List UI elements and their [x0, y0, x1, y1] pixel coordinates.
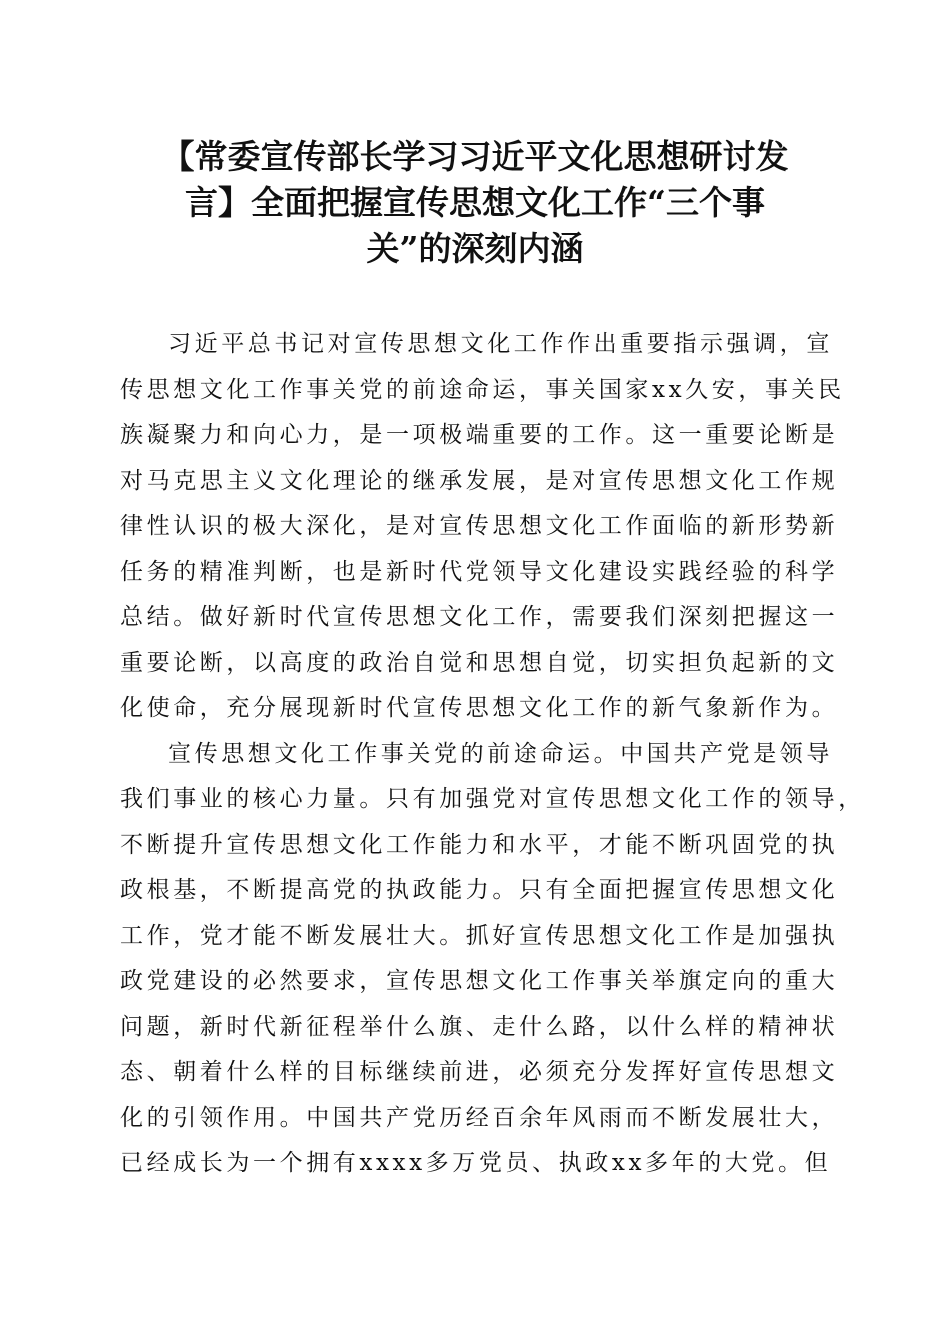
title-line: 关”的深刻内涵 — [366, 229, 584, 268]
body-line: 已经成长为一个拥有xxxx多万党员、执政xx多年的大党。但 — [120, 1150, 832, 1176]
body-line: 不断提升宣传思想文化工作能力和水平，才能不断巩固党的执 — [120, 831, 839, 858]
body-line: 我们事业的核心力量。只有加强党对宣传思想文化工作的领导， — [120, 786, 865, 812]
body-line: 传思想文化工作事关党的前途命运，事关国家xx久安，事关民 — [120, 376, 845, 403]
body-line: 政根基，不断提高党的执政能力。只有全面把握宣传思想文化 — [120, 877, 839, 903]
body-line: 宣传思想文化工作事关党的前途命运。中国共产党是领导 — [168, 740, 833, 767]
paragraph-1 — [120, 322, 845, 732]
body-line: 问题，新时代新征程举什么旗、走什么路，以什么样的精神状 — [120, 1013, 839, 1040]
body-line: 对马克思主义文化理论的继承发展，是对宣传思想文化工作规 — [120, 467, 839, 494]
body-line: 总结。做好新时代宣传思想文化工作，需要我们深刻把握这一 — [120, 604, 839, 630]
body-line: 政党建设的必然要求，宣传思想文化工作事关举旗定向的重大 — [120, 968, 839, 994]
body-line: 工作，党才能不断发展壮大。抓好宣传思想文化工作是加强执 — [120, 922, 839, 949]
document-body — [120, 322, 865, 1187]
body-line: 律性认识的极大深化，是对宣传思想文化工作面临的新形势新 — [120, 513, 839, 539]
body-line: 任务的精准判断，也是新时代党领导文化建设实践经验的科学 — [120, 558, 839, 585]
body-line: 态、朝着什么样的目标继续前进，必须充分发挥好宣传思想文 — [120, 1059, 839, 1085]
body-line: 族凝聚力和向心力，是一项极端重要的工作。这一重要论断是 — [120, 422, 839, 448]
title-line: 【常委宣传部长学习习近平文化思想研讨发 — [161, 137, 789, 176]
document-title — [110, 134, 840, 272]
body-line: 重要论断，以高度的政治自觉和思想自觉，切实担负起新的文 — [120, 649, 839, 676]
paragraph-2 — [120, 732, 865, 1187]
title-line: 言】全面把握宣传思想文化工作“三个事 — [185, 183, 765, 222]
body-line: 化使命，充分展现新时代宣传思想文化工作的新气象新作为。 — [120, 695, 839, 721]
body-line: 化的引领作用。中国共产党历经百余年风雨而不断发展壮大， — [120, 1104, 839, 1131]
body-line: 习近平总书记对宣传思想文化工作作出重要指示强调，宣 — [168, 331, 833, 357]
